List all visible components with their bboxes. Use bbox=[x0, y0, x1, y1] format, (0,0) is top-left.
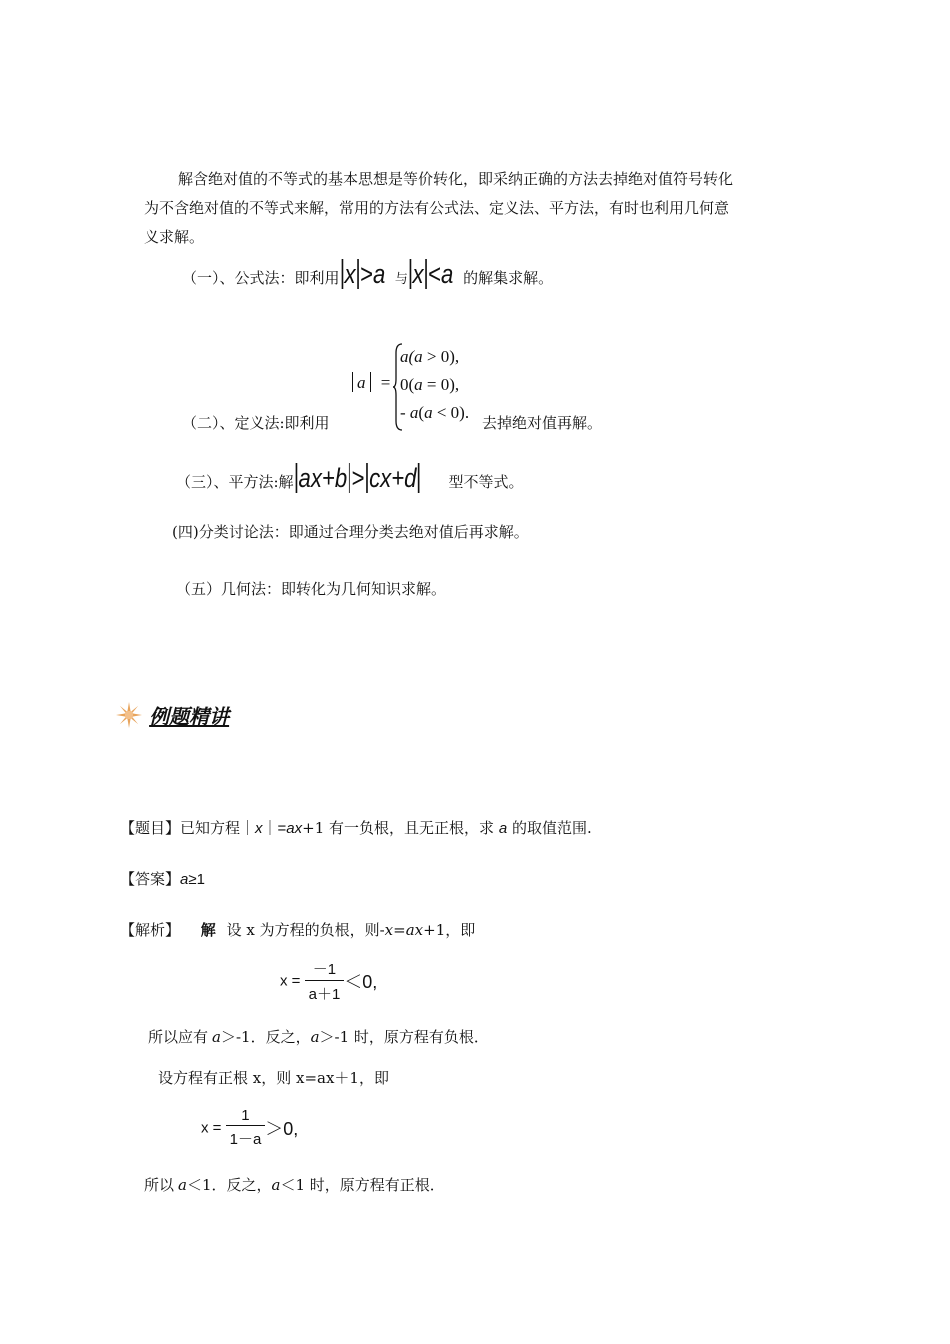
formula-abs-ineq: ax+b > cx+d bbox=[294, 458, 421, 498]
intro-line-1: 解含绝对值的不等式的基本思想是等价转化，即采纳正确的方法去掉绝对值符号转化 bbox=[178, 170, 734, 188]
answer: 【答案】a≥1 bbox=[120, 870, 205, 888]
piecewise-case-zero: 0(a = 0), bbox=[400, 375, 460, 394]
method-square-pre: （三）、平方法:解 bbox=[176, 473, 294, 491]
method-formula-post: 的解集求解。 bbox=[463, 269, 554, 287]
method-formula bbox=[182, 254, 553, 300]
section-title: 例题精讲 bbox=[149, 706, 230, 729]
formula-abs-x-gt-a: x >a bbox=[340, 254, 385, 294]
analysis-label: 【解析】 bbox=[120, 921, 181, 939]
conclusion-negative: 所以应有 a＞-1．反之，a＞-1 时，原方程有负根． bbox=[148, 1028, 489, 1046]
section-heading bbox=[114, 700, 229, 730]
fraction: $\frac{-1}{a+1}$ bbox=[305, 958, 345, 1004]
question-label: 【题目】 bbox=[120, 819, 181, 837]
method-definition-post: 去掉绝对值再解。 bbox=[482, 414, 603, 432]
question: 【题目】已知方程｜x｜=ax+1 有一负根，且无正根，求 a 的取值范围. bbox=[120, 819, 592, 837]
equation-positive-root: x = $\frac{1}{1-a}$ ＞0, bbox=[201, 1107, 299, 1148]
piecewise-lhs: a = bbox=[352, 372, 390, 393]
method-geometry: （五）几何法：即转化为几何知识求解。 bbox=[176, 580, 447, 598]
answer-label: 【答案】 bbox=[120, 870, 181, 888]
analysis-intro: 【解析】 解 设 x 为方程的负根，则-x=ax+1，即 bbox=[120, 921, 476, 939]
positive-root-setup: 设方程有正根 x，则 x=ax＋1，即 bbox=[158, 1069, 389, 1087]
method-cases: (四)分类讨论法：即通过合理分类去绝对值后再求解。 bbox=[172, 523, 529, 541]
sun-icon bbox=[114, 700, 144, 730]
piecewise-cases bbox=[400, 343, 469, 427]
method-formula-mid: 与 bbox=[394, 272, 408, 287]
method-definition-pre: （二）、定义法:即利用 bbox=[182, 414, 330, 432]
intro-line-2: 为不含绝对值的不等式来解，常用的方法有公式法、定义法、平方法，有时也利用几何意 bbox=[144, 199, 730, 217]
equation-negative-root: x = $\frac{-1}{a+1}$ ＜0, bbox=[280, 958, 377, 1004]
piecewise-case-negative: - a(a < 0). bbox=[400, 403, 470, 422]
formula-abs-x-lt-a: x <a bbox=[408, 254, 453, 294]
intro-line-3: 义求解。 bbox=[144, 228, 205, 246]
method-formula-pre: （一）、公式法：即利用 bbox=[182, 269, 340, 287]
method-square bbox=[176, 458, 523, 502]
conclusion-positive: 所以 a＜1．反之，a＜1 时，原方程有正根． bbox=[144, 1176, 445, 1194]
fraction: $\frac{1}{1-a}$ bbox=[226, 1107, 266, 1149]
method-square-post: 型不等式。 bbox=[448, 473, 524, 491]
piecewise-case-positive: a(a > 0), bbox=[400, 347, 460, 366]
